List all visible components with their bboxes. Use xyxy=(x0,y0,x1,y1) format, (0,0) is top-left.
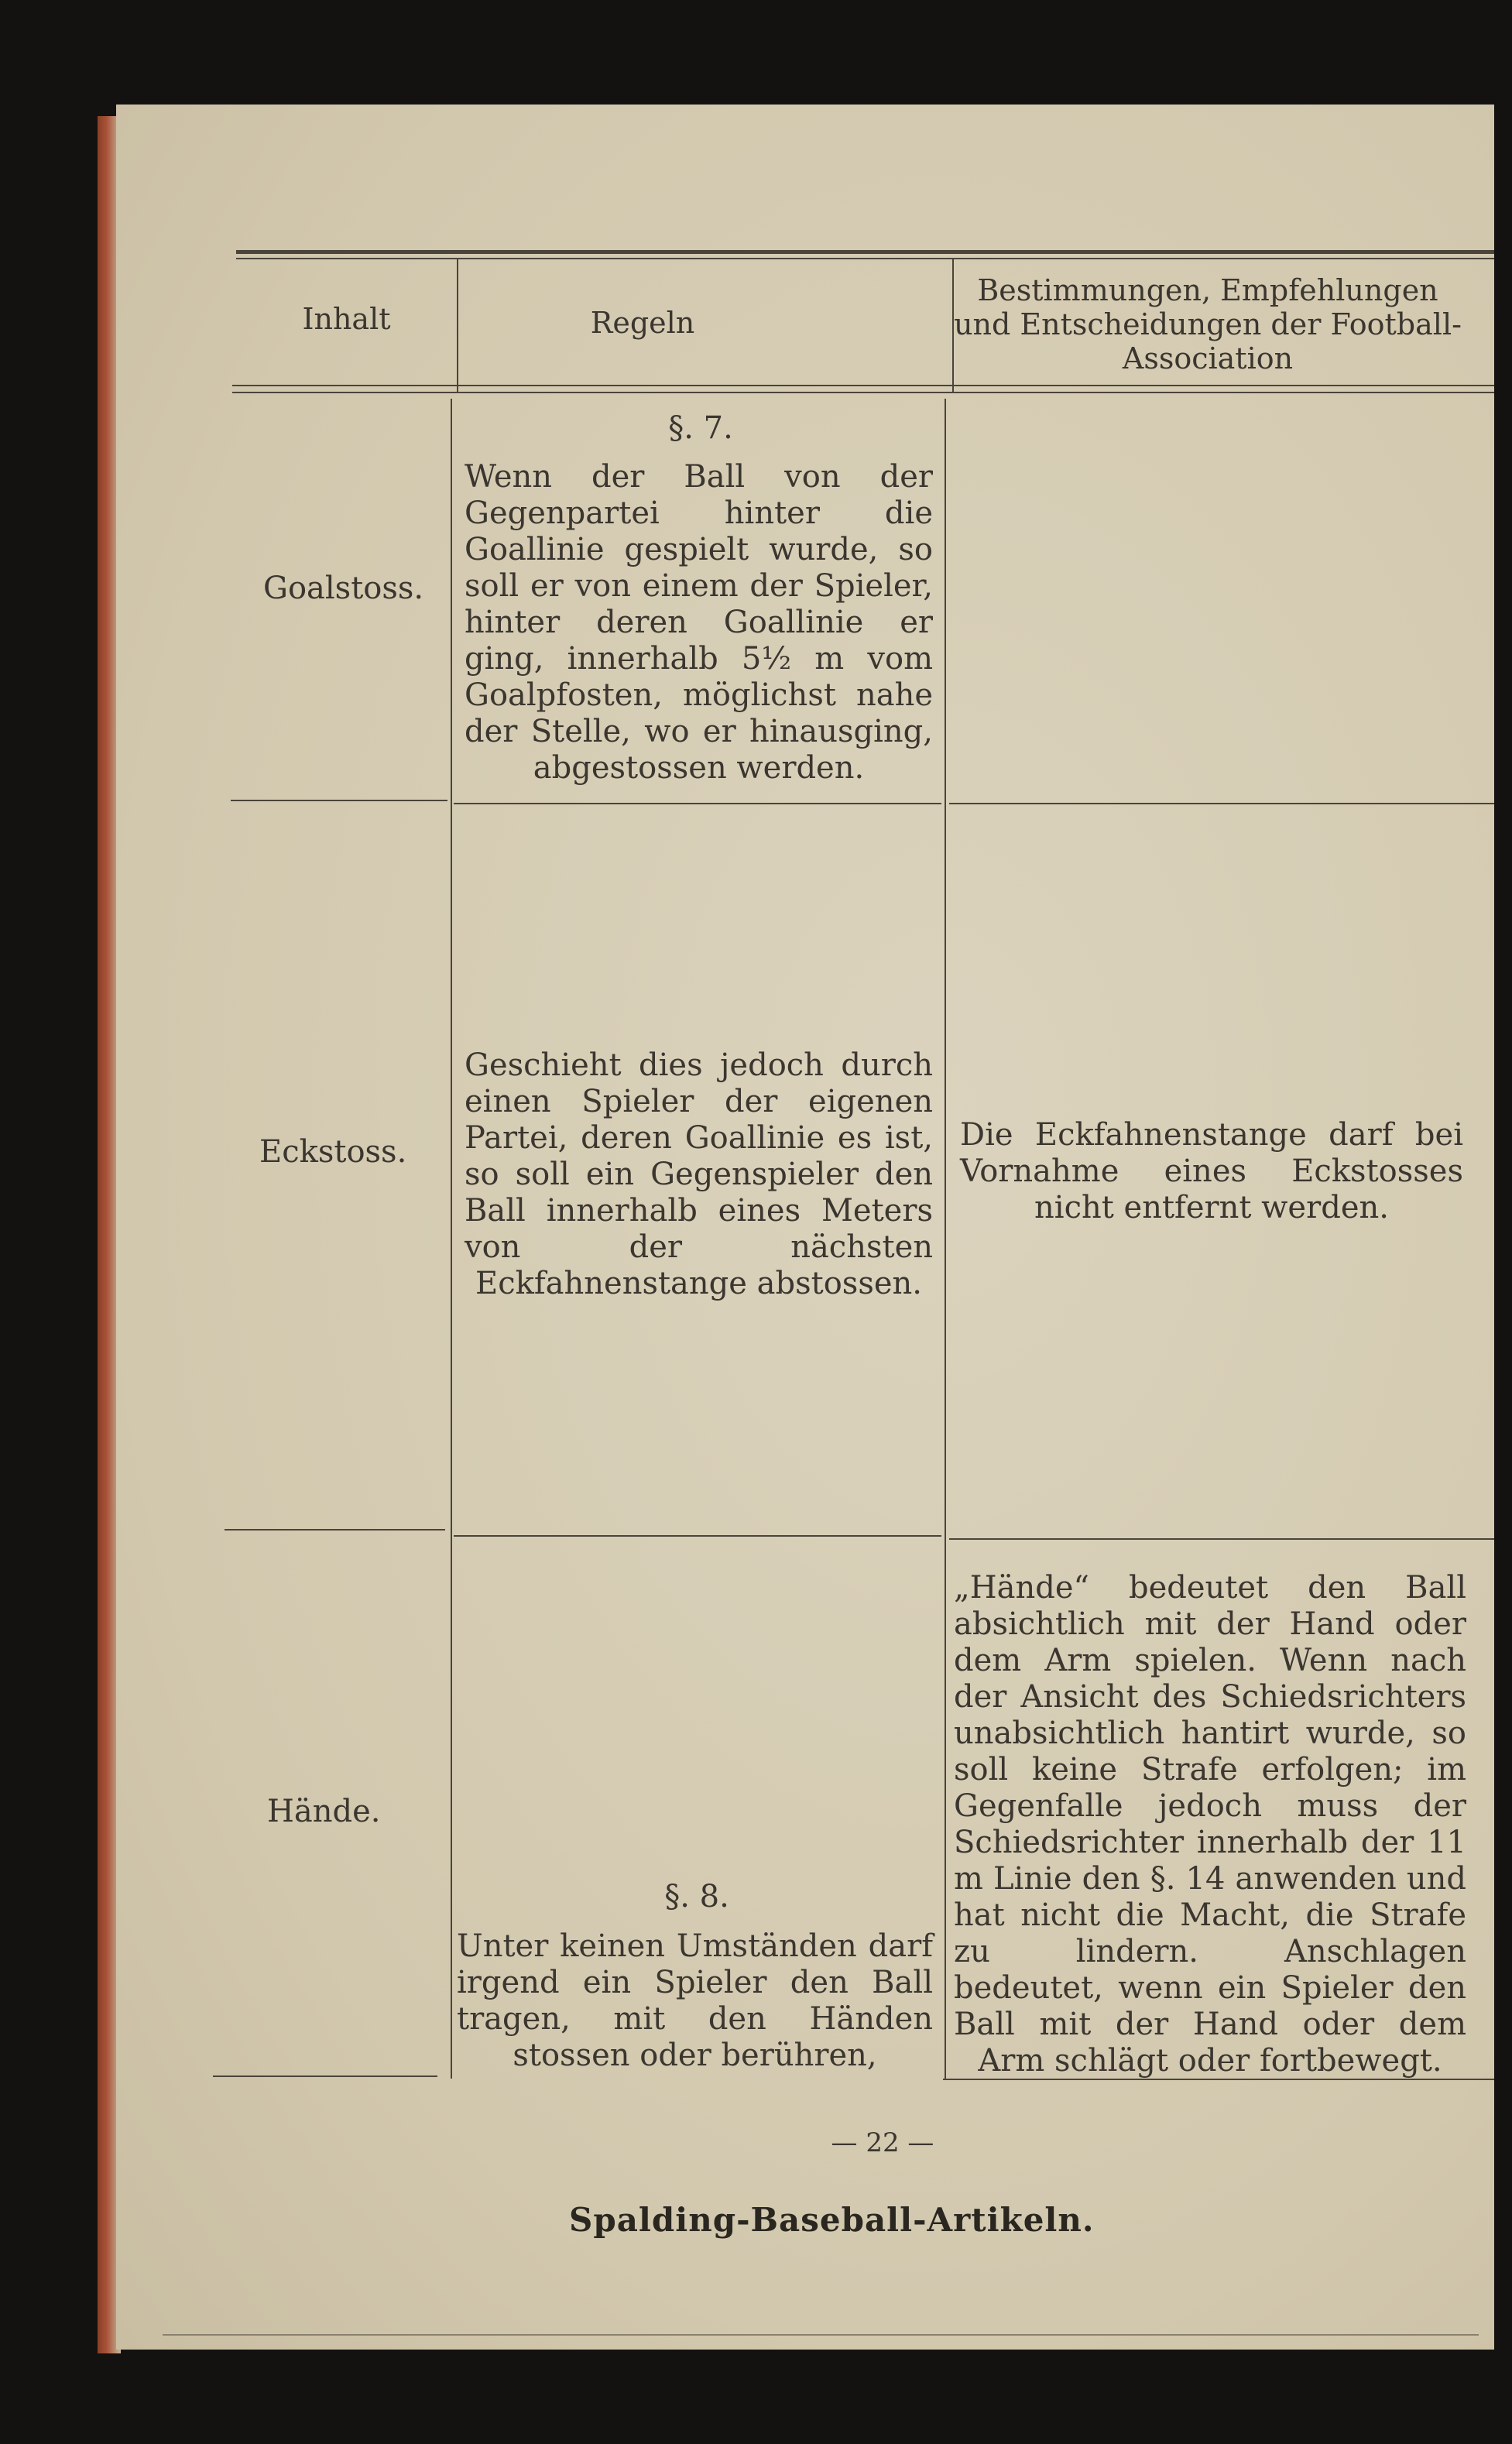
row-rule-1-right xyxy=(949,803,1494,804)
row-regeln-eckstoss: Geschieht dies jedoch durch einen Spieler der eigenen Partei, deren Goallinie es ist, so soll ein Gegenspieler den Ball innerhalb eines Meters von der nächsten Eckfahnenstange abstossen. xyxy=(465,1047,933,1301)
row-rule-1-mid xyxy=(454,803,941,804)
row-inhalt-haende: Hände. xyxy=(267,1794,381,1829)
header-inhalt: Inhalt xyxy=(302,302,391,336)
row-rule-2-right xyxy=(949,1538,1494,1540)
header-rule-1 xyxy=(232,385,1494,386)
row-paragraph-8: §. 8. xyxy=(664,1879,729,1914)
column-divider-2-body xyxy=(945,399,946,2079)
top-rule-thick xyxy=(236,250,1494,254)
page-number: — 22 — xyxy=(831,2127,934,2158)
header-rule-2 xyxy=(232,392,1494,393)
row-regeln-goalstoss: Wenn der Ball von der Gegenpartei hinter die Goallinie gespielt wurde, so soll er von einem der Spieler, hinter deren Goallinie er ging, innerhalb 5½ m vom Goalpfosten, möglichst nahe der Stelle, wo er hinausging, abgestossen werden. xyxy=(465,459,933,786)
top-rule-thin xyxy=(236,258,1494,259)
row-rule-3-left xyxy=(213,2076,437,2077)
row-bestimmungen-eckstoss: Die Eckfahnenstange darf bei Vornahme eines Eckstosses nicht entfernt werden. xyxy=(960,1117,1463,1225)
row-inhalt-goalstoss: Goalstoss. xyxy=(263,571,424,606)
row-regeln-haende: Unter keinen Umständen darf irgend ein Spieler den Ball tragen, mit den Händen stossen oder berühren, xyxy=(457,1928,933,2073)
bottom-rule xyxy=(163,2334,1479,2336)
row-rule-1-left xyxy=(231,800,447,801)
row-paragraph-7: §. 7. xyxy=(668,410,733,446)
column-divider-1 xyxy=(457,258,458,393)
column-divider-2 xyxy=(952,258,954,393)
column-divider-1-body xyxy=(451,399,452,2079)
row-rule-3-right xyxy=(943,2079,1494,2080)
row-inhalt-eckstoss: Eckstoss. xyxy=(259,1134,407,1170)
footer-advert: Spalding-Baseball-Artikeln. xyxy=(569,2201,1095,2239)
row-bestimmungen-haende: „Hände“ bedeutet den Ball absichtlich mit der Hand oder dem Arm spielen. Wenn nach der Ansicht des Schiedsrichters unabsichtlich hantirt wurde, so soll keine Strafe erfolgen; im Gegenfalle jedoch muss der Schiedsrichter innerhalb der 11 m Linie den §. 14 anwenden und hat nicht die Macht, die Strafe zu lindern. Anschlagen bedeutet, wenn ein Spieler den Ball mit der Hand oder dem Arm schlägt oder fortbewegt. xyxy=(954,1570,1466,2079)
header-regeln: Regeln xyxy=(590,306,695,340)
document-page xyxy=(116,105,1494,2350)
row-rule-2-left xyxy=(225,1529,445,1530)
header-bestimmungen: Bestimmungen, Empfehlungen und Entscheidungen der Football-Association xyxy=(954,273,1462,375)
row-rule-2-mid xyxy=(454,1535,941,1537)
